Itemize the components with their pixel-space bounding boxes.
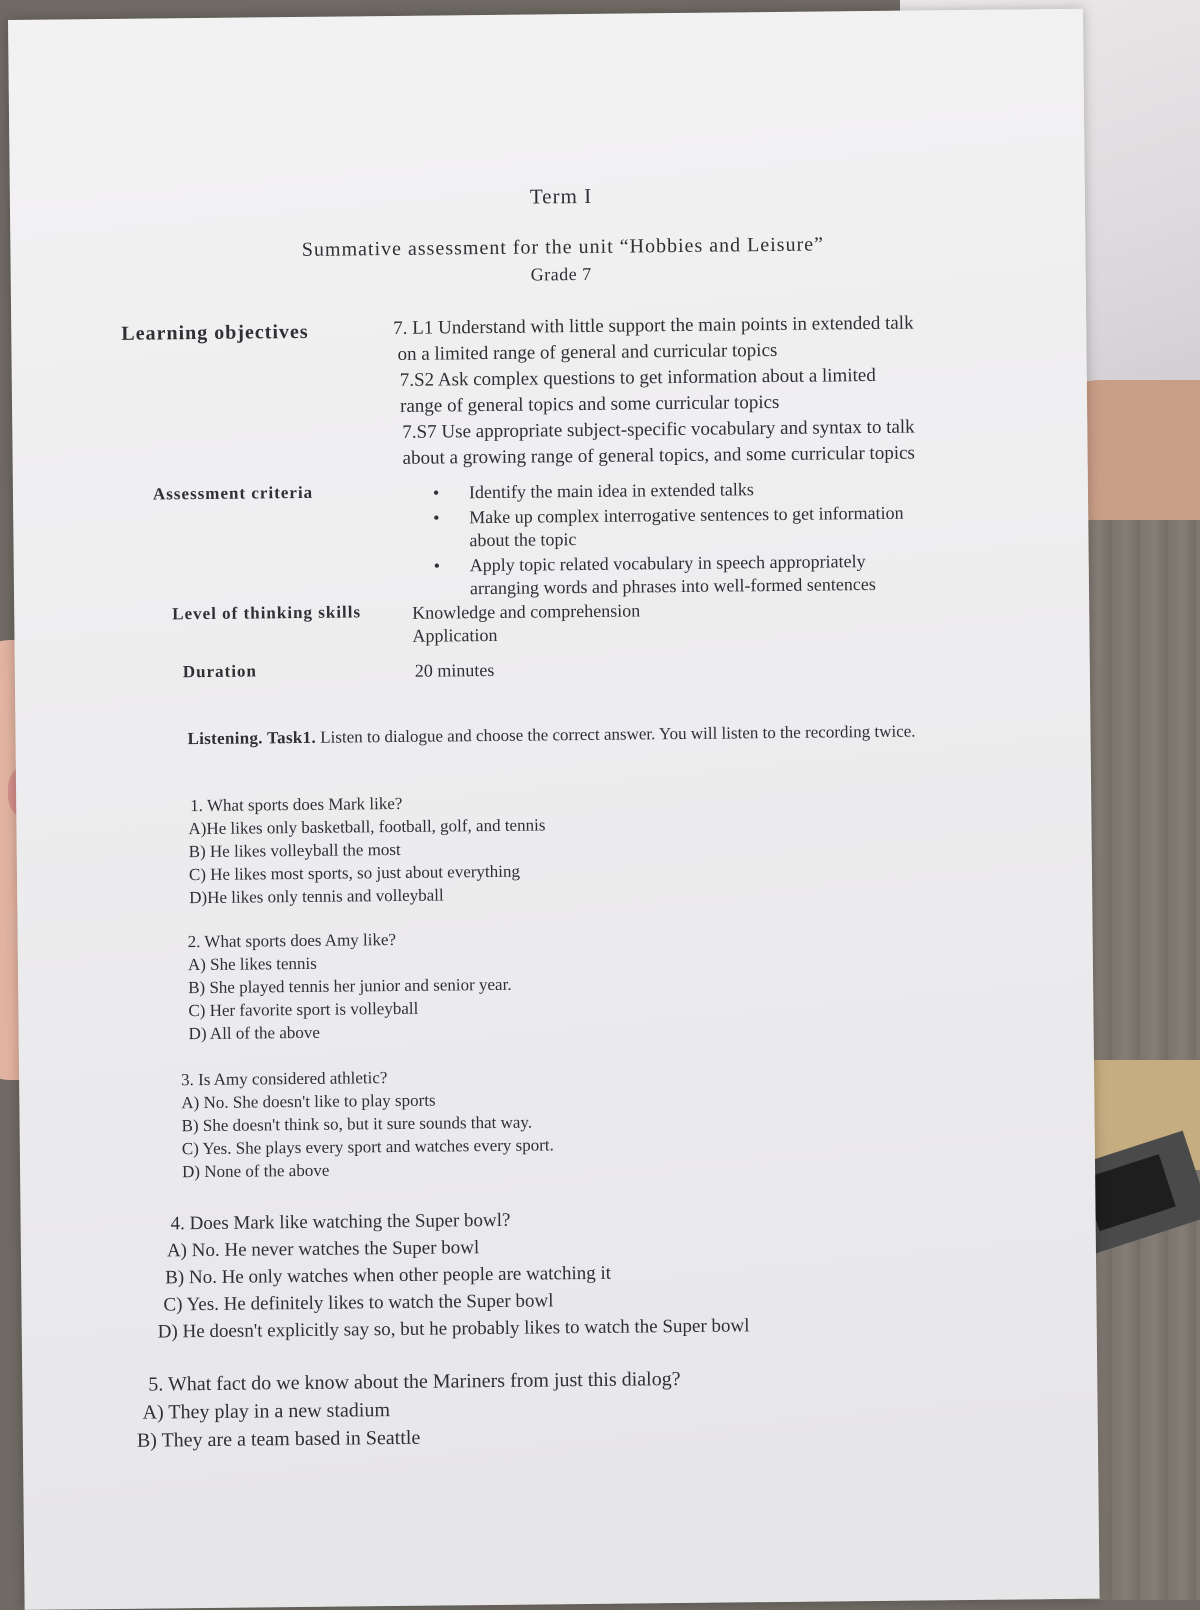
question-3	[181, 1064, 554, 1183]
answer-option: C) Yes. He definitely likes to watch the Super bowl	[163, 1290, 554, 1316]
objective-line: on a limited range of general and curricular topics	[397, 339, 778, 365]
task-instructions	[187, 720, 927, 750]
answer-option: A) They play in a new stadium	[142, 1399, 391, 1424]
question-text: 4. Does Mark like watching the Super bowl?	[170, 1209, 511, 1235]
question-1	[188, 790, 546, 909]
answer-option: D) None of the above	[181, 1160, 330, 1182]
objective-line: 7. L1 Understand with little support the main points in extended talk	[393, 312, 914, 339]
learning-objectives-text	[393, 311, 915, 472]
criteria-item	[434, 550, 905, 601]
question-2	[188, 927, 513, 1045]
assessment-criteria-list	[433, 477, 905, 603]
answer-option: C) He likes most sports, so just about everything	[188, 861, 521, 885]
answer-option: C) Her favorite sport is volleyball	[188, 998, 419, 1021]
answer-option: B) She played tennis her junior and senior year.	[188, 974, 512, 998]
answer-option: B) He likes volleyball the most	[188, 839, 401, 862]
term-heading: Term I	[529, 183, 593, 209]
criteria-line: • Identify the main idea in extended talks	[468, 479, 754, 503]
objective-line: about a growing range of general topics, and some curricular topics	[402, 442, 915, 469]
task-instruction-text: Listen to dialogue and choose the correct answer. You will listen to the recording twice.	[315, 721, 916, 747]
thinking-skills-values	[412, 599, 640, 647]
answer-option: A) No. He never watches the Super bowl	[166, 1237, 480, 1262]
answer-option: A) No. She doesn't like to play sports	[181, 1090, 436, 1113]
objective-line: range of general topics and some curricular topics	[399, 391, 780, 417]
question-4	[157, 1204, 750, 1345]
criteria-line: about the topic	[469, 529, 577, 551]
question-text: 5. What fact do we know about the Mariners from just this dialog?	[148, 1368, 681, 1396]
objective-line: 7.S2 Ask complex questions to get information about a limited	[399, 364, 876, 391]
answer-option: D) He doesn't explicitly say so, but he probably likes to watch the Super bowl	[157, 1315, 750, 1343]
assessment-criteria-label: Assessment criteria	[152, 482, 314, 504]
answer-option: B) They are a team based in Seattle	[136, 1426, 421, 1452]
thinking-skills-label: Level of thinking skills	[172, 602, 362, 624]
answer-option: D) All of the above	[188, 1022, 320, 1044]
question-text: 3. Is Amy considered athletic?	[181, 1068, 388, 1090]
learning-objectives-label: Learning objectives	[121, 320, 309, 345]
objective-line: 7.S7 Use appropriate subject-specific vocabulary and syntax to talk	[402, 416, 915, 443]
question-5	[136, 1365, 681, 1455]
duration-label: Duration	[182, 661, 258, 682]
assessment-title: Summative assessment for the unit “Hobbies and Leisure”	[301, 233, 825, 261]
question-text: 1. What sports does Mark like?	[190, 793, 403, 816]
grade-label: Grade 7	[530, 263, 592, 285]
criteria-line: • Make up complex interrogative sentences to get information	[469, 502, 904, 528]
answer-option: B) No. He only watches when other people are watching it	[165, 1262, 612, 1289]
question-text: 2. What sports does Amy like?	[187, 929, 397, 952]
answer-option: B) She doesn't think so, but it sure sounds that way.	[181, 1112, 533, 1136]
thinking-skill: Application	[412, 624, 498, 646]
criteria-item	[433, 477, 904, 505]
answer-option: D)He likes only tennis and volleyball	[189, 885, 444, 908]
criteria-line: arranging words and phrases into well-formed sentences	[469, 573, 876, 599]
criteria-item	[433, 502, 904, 553]
answer-option: A) She likes tennis	[187, 953, 317, 975]
assessment-sheet	[8, 9, 1100, 1610]
answer-option: C) Yes. She plays every sport and watches every sport.	[181, 1135, 554, 1159]
duration-value: 20 minutes	[414, 659, 495, 681]
answer-option: A)He likes only basketball, football, golf, and tennis	[188, 815, 546, 839]
thinking-skill: Knowledge and comprehension	[412, 600, 641, 623]
task-heading: Listening. Task1.	[187, 727, 317, 749]
criteria-line: • Apply topic related vocabulary in speech appropriately	[469, 551, 866, 576]
